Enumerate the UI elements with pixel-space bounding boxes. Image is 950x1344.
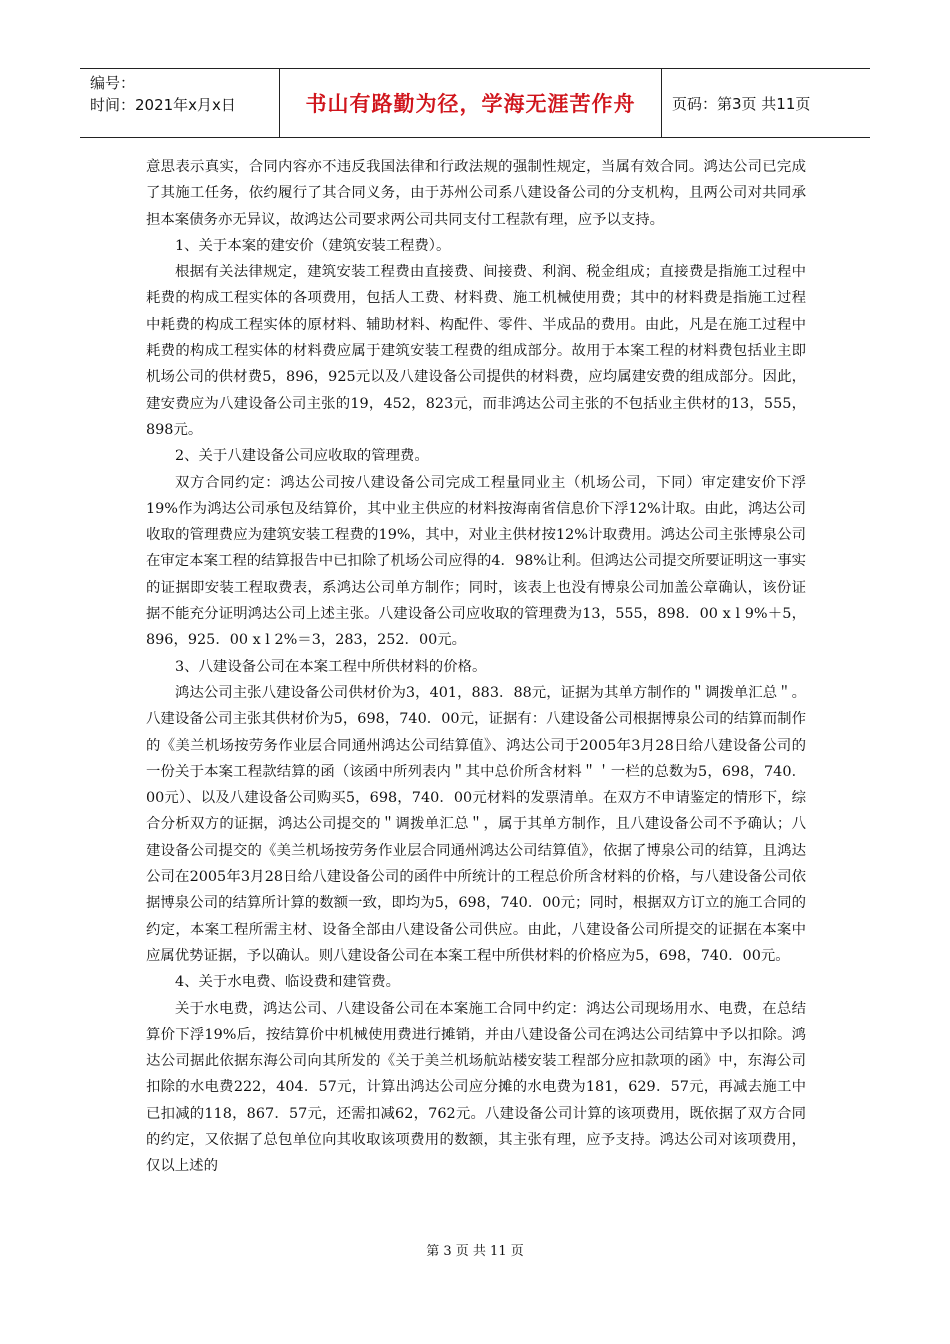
page-header [80, 68, 870, 138]
section-heading: 4、关于水电费、临设费和建管费。 [175, 974, 401, 991]
paragraph: 根据有关法律规定，建筑安装工程费由直接费、间接费、利润、税金组成；直接费是指施工过程中耗费的构成工程实体的各项费用，包括人工费、材料费、施工机械使用费；其中的材料费是指施工过程中耗费的构成工程实体的原材料、辅助材料、构配件、零件、半成品的费用。由此，凡是在施工过程中耗费的构成工程实体的材料费应属于建筑安装工程费的组成部分。故用于本案工程的材料费包括业主即机场公司的供材费5，896，925元以及八建设备公司提供的材料费，应均属建安费的组成部分。因此，建安费应为八建设备公司主张的19，452，823元，而非鸿达公司主张的不包括业主供材的13，555，898元。 [146, 264, 806, 438]
date-label: 时间：2021年x月x日 [90, 96, 236, 114]
doc-number-label: 编号： [90, 74, 136, 92]
section-heading: 2、关于八建设备公司应收取的管理费。 [175, 448, 429, 465]
paragraph: 双方合同约定：鸿达公司按八建设备公司完成工程量同业主（机场公司，下同）审定建安价下浮19%作为鸿达公司承包及结算价，其中业主供应的材料按海南省信息价下浮12%计取。由此，鸿达公司收取的管理费应为建筑安装工程费的19%，其中，对业主供材按12%计取费用。鸿达公司主张博泉公司在审定本案工程的结算报告中已扣除了机场公司应得的4．98%让利。但鸿达公司提交所要证明这一事实的证据即安装工程取费表，系鸿达公司单方制作；同时，该表上也没有博泉公司加盖公章确认，该份证据不能充分证明鸿达公司上述主张。八建设备公司应收取的管理费为13，555，898．00 x l 9%＋5，896，925．00 x l 2%＝3，283，252．00元。 [146, 474, 806, 649]
footer-page-number: 第 3 页 共 11 页 [426, 1244, 524, 1259]
section-heading: 1、关于本案的建安价（建筑安装工程费）。 [175, 237, 451, 254]
page-footer [0, 1240, 950, 1259]
page-indicator: 页码：第3页 共11页 [672, 94, 811, 113]
header-motto: 书山有路勤为径，学海无涯苦作舟 [305, 92, 636, 116]
paragraph: 关于水电费，鸿达公司、八建设备公司在本案施工合同中约定：鸿达公司现场用水、电费，在总结算价下浮19%后，按结算价中机械使用费进行摊销，并由八建设备公司在鸿达公司结算中予以扣除。鸿达公司据此依据东海公司向其所发的《关于美兰机场航站楼安装工程部分应扣款项的函》中，东海公司扣除的水电费222，404．57元，计算出鸿达公司应分摊的水电费为181，629．57元，再减去施工中已扣减的118，867．57元，还需扣减62，762元。八建设备公司计算的该项费用，既依据了双方合同的约定，又依据了总包单位向其收取该项费用的数额，其主张有理，应予支持。鸿达公司对该项费用，仅以上述的 [146, 1000, 806, 1175]
header-page-cell [662, 69, 870, 137]
paragraph: 意思表示真实，合同内容亦不违反我国法律和行政法规的强制性规定，当属有效合同。鸿达公司已完成了其施工任务，依约履行了其合同义务，由于苏州公司系八建设备公司的分支机构，且两公司对共同承担本案债务亦无异议，故鸿达公司要求两公司共同支付工程款有理，应予以支持。 [146, 159, 806, 228]
header-meta [80, 69, 280, 137]
section-heading: 3、八建设备公司在本案工程中所供材料的价格。 [175, 658, 487, 675]
paragraph: 鸿达公司主张八建设备公司供材价为3，401，883．88元，证据为其单方制作的＂调拨单汇总＂。八建设备公司主张其供材价为5，698，740．00元，证据有：八建设备公司根据博泉公司的结算而制作的《美兰机场按劳务作业层合同通州鸿达公司结算值》、鸿达公司于2005年3月28日给八建设备公司的一份关于本案工程款结算的函（该函中所列表内＂其中总价所含材料＂＇一栏的总数为5，698，740．00元）、以及八建设备公司购买5，698，740．00元材料的发票清单。在双方不申请鉴定的情形下，综合分析双方的证据，鸿达公司提交的＂调拨单汇总＂，属于其单方制作，且八建设备公司不予确认；八建设备公司提交的《美兰机场按劳务作业层合同通州鸿达公司结算值》，依据了博泉公司的结算，且鸿达公司在2005年3月28日给八建设备公司的函件中所统计的工程总价所含材料的价格，与八建设备公司依据博泉公司的结算所计算的数额一致，即均为5，698，740．00元；同时，根据双方订立的施工合同的约定，本案工程所需主材、设备全部由八建设备公司供应。由此，八建设备公司所提交的证据在本案中应属优势证据，予以确认。则八建设备公司在本案工程中所供材料的价格应为5，698，740．00元。 [146, 684, 806, 964]
document-body [146, 154, 806, 1180]
header-motto-cell [280, 69, 662, 137]
